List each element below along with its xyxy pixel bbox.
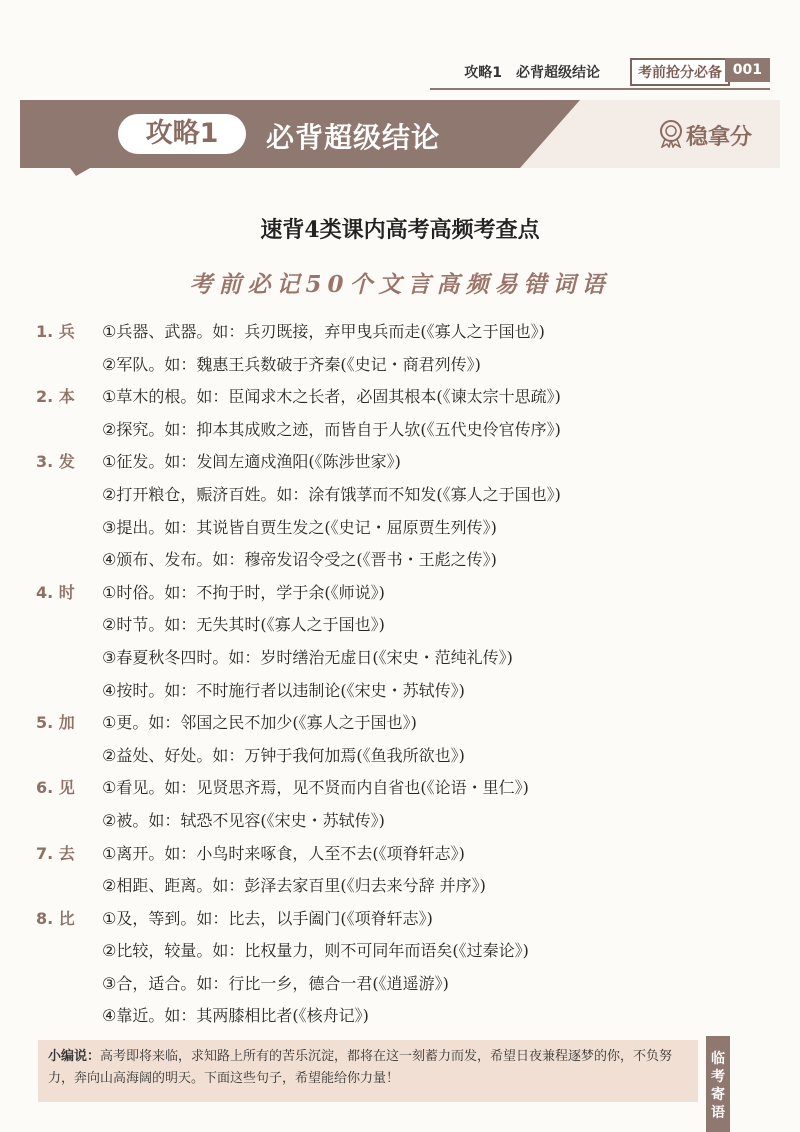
sense-number: ③ bbox=[102, 517, 117, 537]
sense-row bbox=[0, 479, 800, 512]
sense-definition: 时节。如：无失其时(《寡人之于国也》) bbox=[116, 615, 385, 635]
sense-row bbox=[0, 935, 800, 968]
sense-row bbox=[0, 838, 800, 871]
entry-list bbox=[0, 316, 800, 1033]
sense-definition: 合，适合。如：行比一乡，德合一君(《逍遥游》) bbox=[116, 973, 449, 993]
sense-text bbox=[102, 675, 465, 707]
sense-number: ① bbox=[102, 387, 117, 407]
sense-row bbox=[0, 903, 800, 936]
sense-definition: 颁布、发布。如：穆帝发诏令受之(《晋书・王彪之传》) bbox=[116, 550, 497, 570]
sense-definition: 春夏秋冬四时。如：岁时缮治无虚日(《宋史・范纯礼传》) bbox=[116, 647, 513, 667]
header-badge: 考前抢分必备 bbox=[630, 58, 730, 86]
sense-definition: 提出。如：其说皆自贾生发之(《史记・屈原贾生列传》) bbox=[116, 517, 497, 537]
sense-definition: 靠近。如：其两膝相比者(《核舟记》) bbox=[116, 1006, 369, 1026]
sense-number: ① bbox=[102, 322, 117, 341]
sense-text bbox=[102, 805, 385, 837]
sense-number: ③ bbox=[102, 973, 117, 993]
chapter-banner bbox=[20, 100, 780, 176]
sense-text bbox=[102, 414, 561, 446]
sense-text bbox=[102, 642, 513, 674]
sense-definition: 时俗。如：不拘于时，学于余(《师说》) bbox=[116, 582, 385, 602]
sense-row bbox=[0, 316, 800, 349]
sense-number: ② bbox=[102, 615, 117, 635]
sense-number: ① bbox=[102, 713, 117, 733]
headword: 5. 加 bbox=[36, 713, 75, 733]
banner-tag bbox=[650, 112, 768, 156]
sense-definition: 被。如：轼恐不见容(《宋史・苏轼传》) bbox=[116, 810, 385, 830]
sense-text bbox=[102, 968, 449, 1000]
sense-row bbox=[0, 349, 800, 382]
editor-note-body: 高考即将来临，求知路上所有的苦乐沉淀，都将在这一刻蓄力而发，希望日夜兼程逐梦的你，不负努力，奔向山高海阔的明天。下面这些句子，希望能给你力量！ bbox=[48, 1049, 673, 1086]
sense-number: ② bbox=[102, 745, 117, 765]
banner-tag-text: 稳拿分 bbox=[686, 124, 753, 150]
headword: 1. 兵 bbox=[36, 322, 75, 341]
medal-icon bbox=[656, 118, 686, 148]
sense-row bbox=[0, 642, 800, 675]
banner-label: 攻略1 bbox=[118, 114, 246, 154]
sense-definition: 离开。如：小鸟时来啄食，人至不去(《项脊轩志》) bbox=[116, 843, 465, 863]
headword: 4. 时 bbox=[36, 582, 75, 602]
sense-number: ① bbox=[102, 582, 117, 602]
sense-definition: 征发。如：发闾左適戍渔阳(《陈涉世家》) bbox=[116, 452, 401, 472]
section-title: 速背4类课内高考高频考查点 bbox=[260, 217, 540, 243]
sense-text bbox=[102, 870, 486, 902]
sense-row bbox=[0, 609, 800, 642]
sense-number: ④ bbox=[102, 1006, 117, 1026]
sense-row bbox=[0, 740, 800, 773]
sense-number: ② bbox=[102, 484, 117, 504]
headword: 3. 发 bbox=[36, 452, 75, 472]
sense-number: ④ bbox=[102, 550, 117, 570]
subtitle: 考前必记50个文言高频易错词语 bbox=[189, 271, 611, 298]
sense-text bbox=[102, 479, 561, 511]
sense-row bbox=[0, 414, 800, 447]
sense-number: ② bbox=[102, 941, 117, 961]
sense-definition: 更。如：邻国之民不加少(《寡人之于国也》) bbox=[116, 713, 417, 733]
side-tab-char: 考 bbox=[711, 1069, 725, 1085]
sense-row bbox=[0, 675, 800, 708]
sense-text bbox=[102, 349, 481, 381]
sense-text bbox=[102, 903, 433, 935]
sense-text bbox=[102, 935, 529, 967]
sense-number: ② bbox=[102, 354, 117, 374]
sense-definition: 及，等到。如：比去，以手阖门(《项脊轩志》) bbox=[116, 908, 433, 928]
sense-definition: 草木的根。如：臣闻求木之长者，必固其根本(《谏太宗十思疏》) bbox=[116, 387, 561, 407]
side-tab-char: 语 bbox=[711, 1105, 725, 1121]
sense-row bbox=[0, 381, 800, 414]
page-number: 001 bbox=[725, 58, 770, 82]
sense-text bbox=[102, 1000, 369, 1032]
sense-row bbox=[0, 512, 800, 545]
sense-row bbox=[0, 805, 800, 838]
editor-note bbox=[38, 1040, 698, 1102]
sense-row bbox=[0, 446, 800, 479]
sense-definition: 相距、距离。如：彭泽去家百里(《归去来兮辞 并序》) bbox=[116, 876, 486, 896]
header-rule bbox=[430, 88, 770, 90]
sense-number: ① bbox=[102, 908, 117, 928]
side-tab-char: 临 bbox=[711, 1051, 725, 1067]
sense-text bbox=[102, 772, 529, 804]
sense-text bbox=[102, 740, 465, 772]
sense-text bbox=[102, 446, 401, 478]
sense-text bbox=[102, 544, 497, 576]
headword: 7. 去 bbox=[36, 843, 75, 863]
sense-row bbox=[0, 1000, 800, 1033]
sense-number: ④ bbox=[102, 680, 117, 700]
side-tab-char: 寄 bbox=[711, 1087, 725, 1103]
running-header bbox=[0, 52, 800, 92]
sense-text bbox=[102, 512, 497, 544]
banner-title: 必背超级结论 bbox=[266, 121, 441, 154]
sense-text bbox=[102, 316, 545, 348]
sense-row bbox=[0, 577, 800, 610]
sense-definition: 兵器、武器。如：兵刃既接，弃甲曳兵而走(《寡人之于国也》) bbox=[116, 322, 545, 341]
headword: 8. 比 bbox=[36, 908, 75, 928]
sense-number: ② bbox=[102, 876, 117, 896]
sense-text bbox=[102, 381, 561, 413]
sense-text bbox=[102, 838, 465, 870]
sense-text bbox=[102, 609, 385, 641]
sense-text bbox=[102, 707, 417, 739]
sense-definition: 益处、好处。如：万钟于我何加焉(《鱼我所欲也》) bbox=[116, 745, 465, 765]
sense-number: ② bbox=[102, 419, 117, 439]
headword: 6. 见 bbox=[36, 778, 75, 798]
sense-row bbox=[0, 968, 800, 1001]
sense-row bbox=[0, 772, 800, 805]
sense-definition: 军队。如：魏惠王兵数破于齐秦(《史记・商君列传》) bbox=[116, 354, 481, 374]
sense-definition: 比较，较量。如：比权量力，则不可同年而语矣(《过秦论》) bbox=[116, 941, 529, 961]
sense-row bbox=[0, 870, 800, 903]
sense-definition: 打开粮仓，赈济百姓。如：涂有饿莩而不知发(《寡人之于国也》) bbox=[116, 484, 561, 504]
editor-note-label: 小编说： bbox=[48, 1049, 101, 1064]
editor-note-text bbox=[48, 1046, 688, 1090]
sense-number: ② bbox=[102, 810, 117, 830]
sense-number: ③ bbox=[102, 647, 117, 667]
sense-row bbox=[0, 544, 800, 577]
sense-number: ① bbox=[102, 452, 117, 472]
running-title: 攻略1 必背超级结论 bbox=[464, 65, 600, 81]
sense-number: ① bbox=[102, 843, 117, 863]
sense-definition: 探究。如：抑本其成败之迹，而皆自于人欤(《五代史伶官传序》) bbox=[116, 419, 561, 439]
sense-definition: 看见。如：见贤思齐焉，见不贤而内自省也(《论语・里仁》) bbox=[116, 778, 529, 798]
sense-text bbox=[102, 577, 385, 609]
sense-definition: 按时。如：不时施行者以违制论(《宋史・苏轼传》) bbox=[116, 680, 465, 700]
headword: 2. 本 bbox=[36, 387, 75, 407]
sense-row bbox=[0, 707, 800, 740]
side-tab bbox=[706, 1036, 730, 1132]
sense-number: ① bbox=[102, 778, 117, 798]
